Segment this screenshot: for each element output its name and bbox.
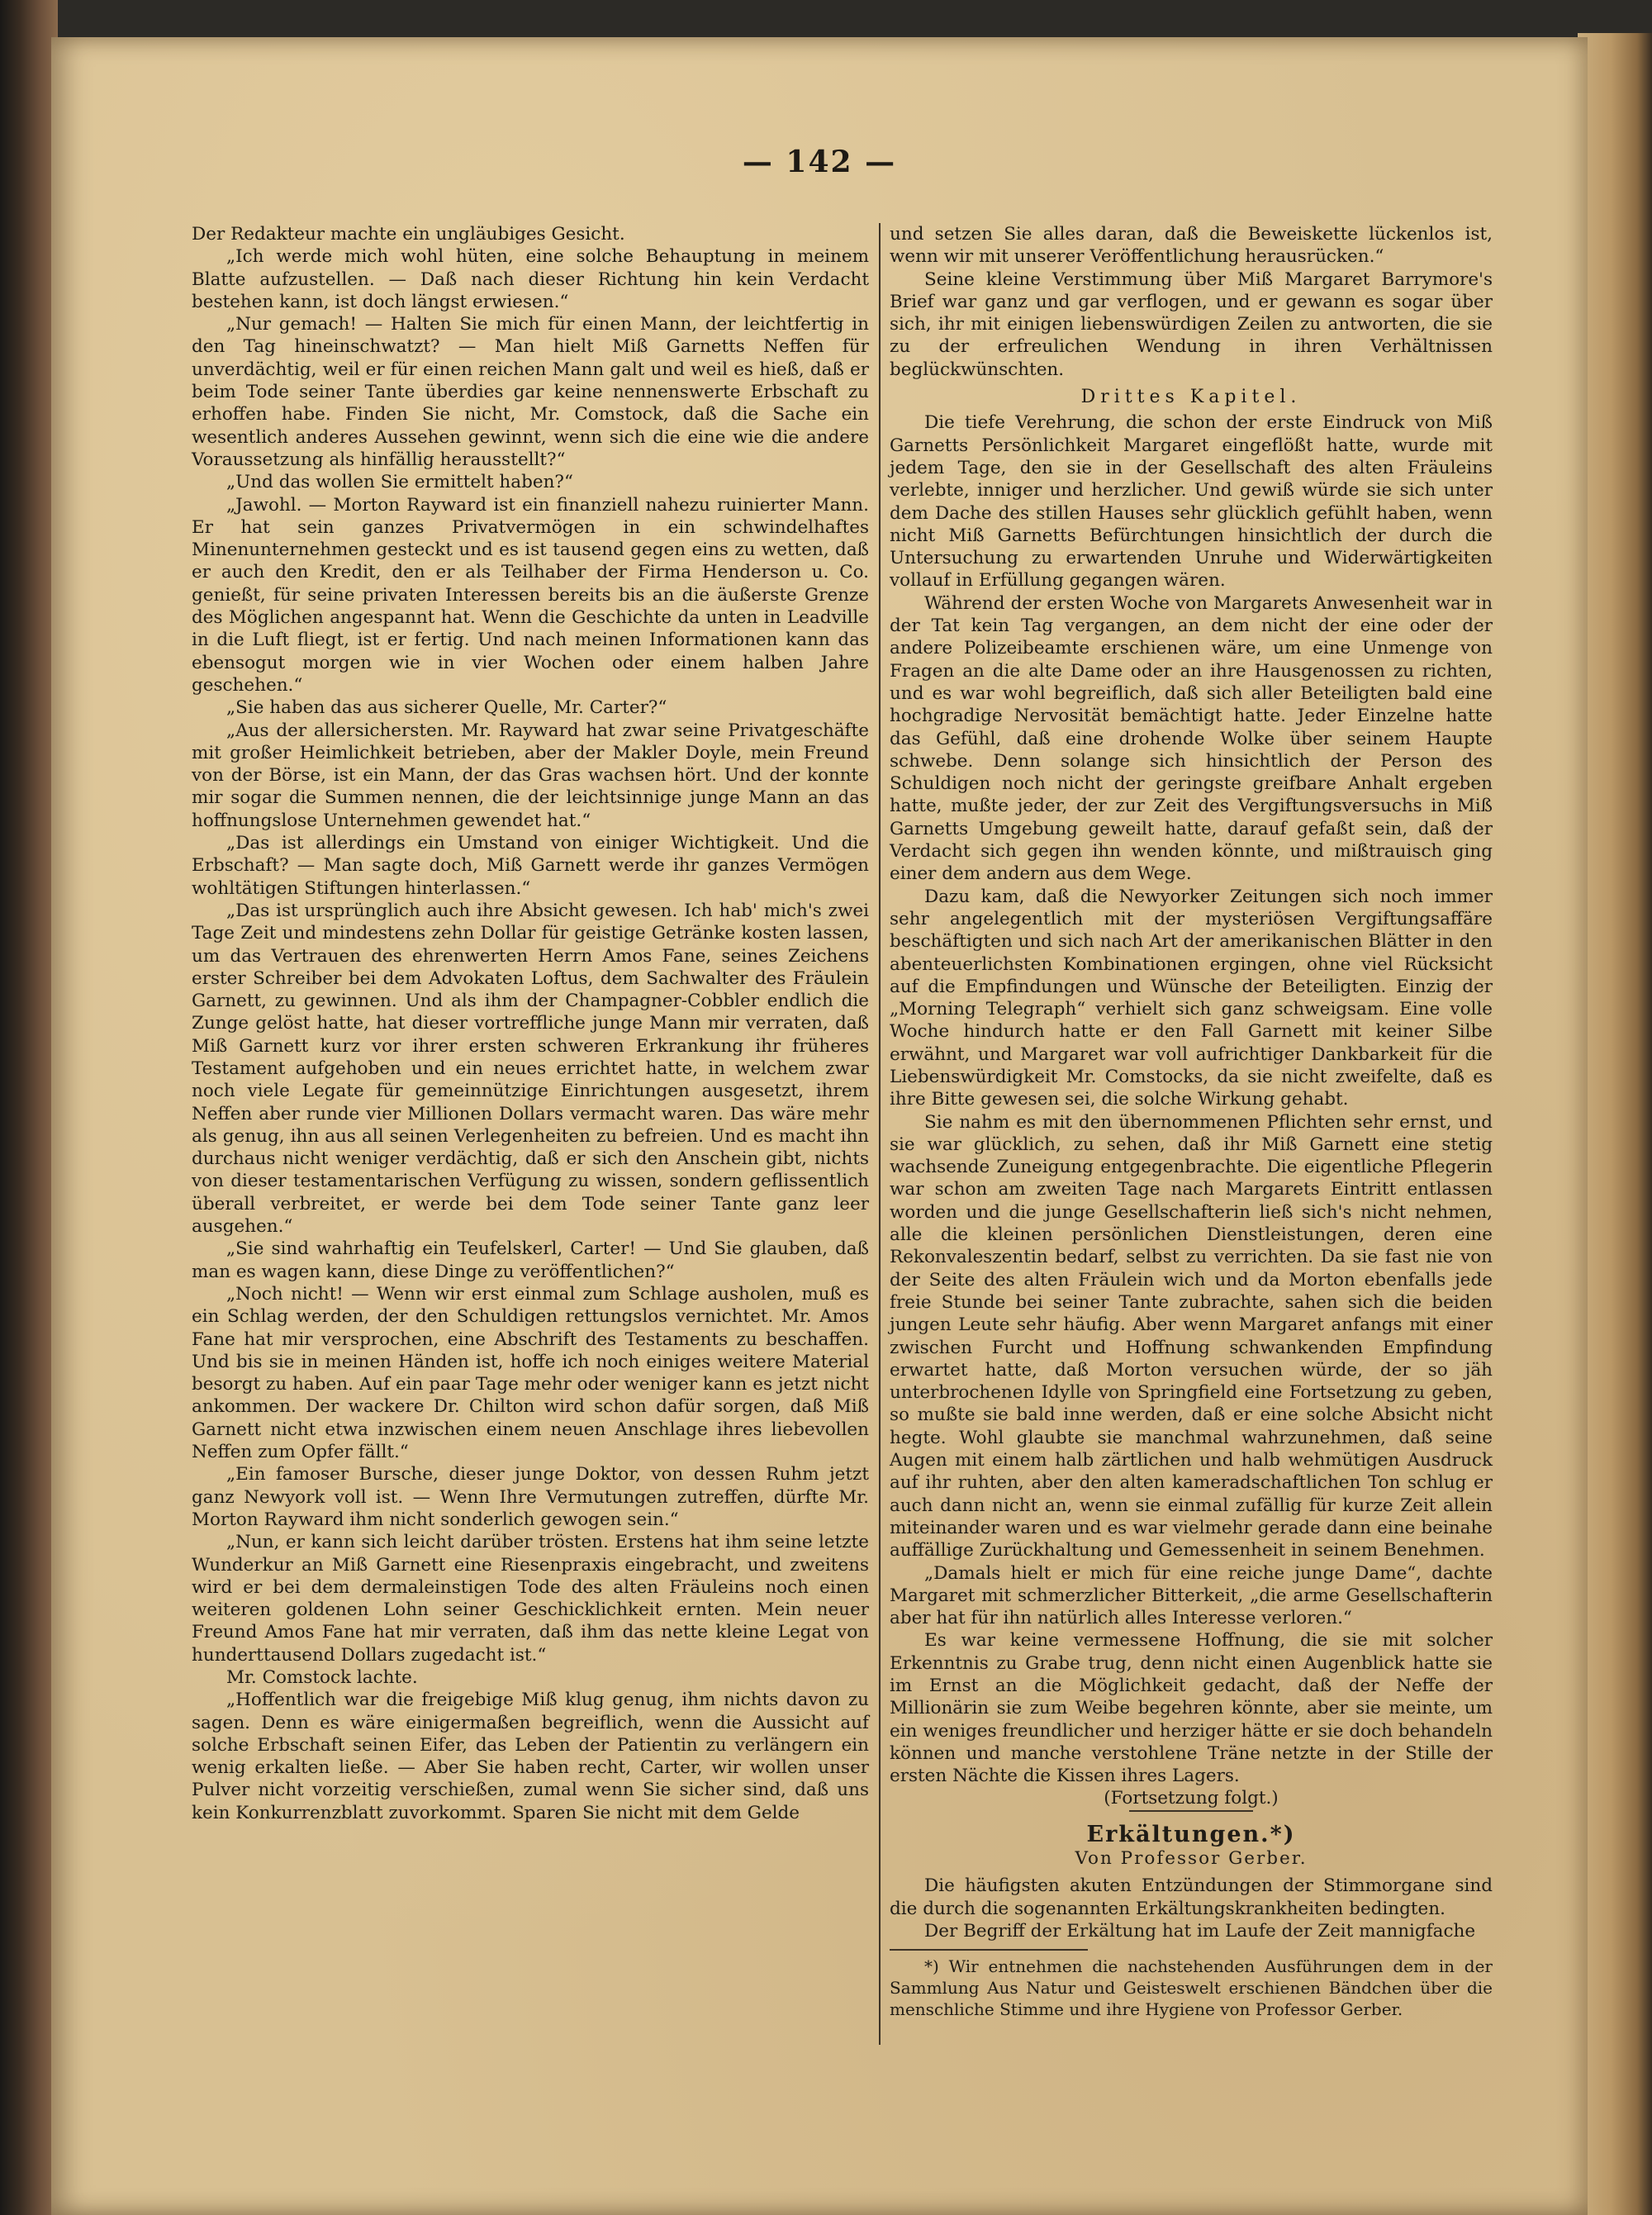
paragraph: „Aus der allersichersten. Mr. Rayward hat zwar seine Privatgeschäfte mit großer Heimlichkeit betrieben, aber der Makler Doyle, mein Freund von der Börse, ist ein Mann, der das Gras wachsen hört. Und der konnte mir sogar die Summen nennen, die der leichtsinnige junge Mann an das hoffnungslose Unternehmen gewendet hat.“ bbox=[192, 720, 869, 831]
column-divider bbox=[879, 223, 881, 2045]
paragraph: „Das ist allerdings ein Umstand von einiger Wichtigkeit. Und die Erbschaft? — Man sagte doch, Miß Garnett werde ihr ganzes Vermögen wohltätigen Stiftungen hinterlassen.“ bbox=[192, 833, 869, 899]
page-number: — 142 — bbox=[742, 145, 897, 179]
paragraph: „Nur gemach! — Halten Sie mich für einen Mann, der leichtfertig in den Tag hineinschwatzt? — Man hielt Miß Garnetts Neffen für unverdächtig, weil er für einen reichen Mann galt und weil es hieß, daß er beim Tode seiner Tante überdies gar keine nennenswerte Erbschaft zu erhoffen habe. Finden Sie nicht, Mr. Comstock, daß die Sache ein wesentlich anderes Aussehen gewinnt, wenn sich die eine wie die andere Voraussetzung als hinfällig herausstellt?“ bbox=[192, 314, 869, 470]
paragraph: „Nun, er kann sich leicht darüber trösten. Erstens hat ihm seine letzte Wunderkur an Miß Garnett eine Riesenpraxis eingebracht, und zweitens wird er bei dem dermaleinstigen Tode des alten Fräuleins noch einen weiteren goldenen Lohn seiner Geschicklichkeit ernten. Mein neuer Freund Amos Fane hat mir verraten, daß ihm das nette kleine Legat von hunderttausend Dollars zugedacht ist.“ bbox=[192, 1532, 869, 1666]
chapter-heading: Drittes Kapitel. bbox=[1080, 387, 1302, 408]
page-edge bbox=[1578, 33, 1652, 2215]
paragraph: „Ein famoser Bursche, dieser junge Doktor, von dessen Ruhm jetzt ganz Newyork voll ist. — Wenn Ihre Vermutungen zutreffen, dürfte Mr. Morton Rayward ihm nicht sonderlich gewogen sein.“ bbox=[192, 1464, 869, 1530]
paragraph: Die häufigsten akuten Entzündungen der Stimmorgane sind die durch die sogenannten Erkältungskrankheiten bedingten. bbox=[890, 1875, 1493, 1919]
paragraph: Sie nahm es mit den übernommenen Pflichten sehr ernst, und sie war glücklich, zu sehen, daß ihr Miß Garnett eine stetig wachsende Zuneigung entgegenbrachte. Die eigentliche Pflegerin war schon am zweiten Tage nach Margarets Eintritt entlassen worden und die junge Gesellschafterin ließ sich's nicht nehmen, alle die kleinen persönlichen Dienstleistungen, deren eine Rekonvaleszentin bedarf, selbst zu verrichten. Da sie fast nie von der Seite des alten Fräulein wich und da Morton ebenfalls jede freie Stunde bei seiner Tante zubrachte, sahen sich die beiden jungen Leute sehr häufig. Aber wenn Margaret anfangs mit einer zwischen Furcht und Hoffnung schwankenden Empfindung erwartet hatte, daß Morton versuchen würde, der so jäh unterbrochenen Idylle von Springfield eine Fortsetzung zu geben, so mußte sie bald inne werden, daß er eine solche Absicht nicht hegte. Wohl glaubte sie manchmal wahrzunehmen, daß seine Augen mit einem halb zärtlichen und halb wehmütigen Ausdruck auf ihr ruhten, aber den alten kameradschaftlichen Ton schlug er auch dann nicht an, wenn sie einmal zufällig für kurze Zeit allein miteinander waren und es war vielmehr gerade dann eine beinahe auffällige Zurückhaltung und Gemessenheit in seinem Benehmen. bbox=[890, 1111, 1493, 1561]
paragraph: Der Redakteur machte ein ungläubiges Gesicht. bbox=[192, 224, 625, 245]
paragraph: „Hoffentlich war die freigebige Miß klug genug, ihm nichts davon zu sagen. Denn es wäre einigermaßen begreiflich, wenn die Aussicht auf solche Erbschaft seinen Eifer, das Leben der Patientin zu verlängern ein wenig erkalten ließe. — Aber Sie haben recht, Carter, wir wollen unser Pulver nicht vorzeitig verschießen, zumal wenn Sie sicher sind, daß uns kein Konkurrenzblatt zuvorkommt. Sparen Sie nicht mit dem Gelde bbox=[192, 1690, 869, 1823]
footnote: *) Wir entnehmen die nachstehenden Ausführungen dem in der Sammlung Aus Natur und Geisteswelt erschienen Bändchen über die menschliche Stimme und ihre Hygiene von Professor Gerber. bbox=[890, 1956, 1493, 2020]
book-spine bbox=[0, 0, 58, 2215]
paragraph: „Das ist ursprünglich auch ihre Absicht gewesen. Ich hab' mich's zwei Tage Zeit und mindestens zehn Dollar für geistige Getränke kosten lassen, um das Vertrauen des ehrenwerten Herrn Amos Fane, seines Zeichens erster Schreiber bei dem Advokaten Loftus, dem Sachwalter des Fräulein Garnett, zu gewinnen. Und als ihm der Champagner-Cobbler endlich die Zunge gelöst hatte, hat dieser vortreffliche junge Mann mir verraten, daß Miß Garnett kurz vor ihrer ersten schweren Erkrankung ihr früheres Testament aufgehoben und ein neues errichtet hatte, in welchem zwar noch viele Legate für gemeinnützige Einrichtungen ausgesetzt, ihrem Neffen aber runde vier Millionen Dollars vermacht waren. Das wäre mehr als genug, ihn aus all seinen Verlegenheiten zu befreien. Und es macht ihn durchaus nicht weniger verdächtig, daß er sich den Anschein gibt, nichts von dieser testamentarischen Verfügung zu wissen, sondern geflissentlich überall verbreitet, er werde bei dem Tode seiner Tante ganz leer ausgehen.“ bbox=[192, 900, 869, 1238]
continued-note: (Fortsetzung folgt.) bbox=[1104, 1788, 1279, 1809]
left-column bbox=[192, 223, 869, 1824]
paragraph: und setzen Sie alles daran, daß die Beweiskette lückenlos ist, wenn wir mit unserer Veröffentlichung herausrücken.“ bbox=[890, 224, 1493, 268]
section-divider bbox=[1129, 1810, 1253, 1812]
paragraph: Der Begriff der Erkältung hat im Laufe der Zeit mannigfache bbox=[924, 1920, 1476, 1942]
paragraph: „Noch nicht! — Wenn wir erst einmal zum Schlage ausholen, muß es ein Schlag werden, der den Schuldigen rettungslos vernichtet. Mr. Amos Fane hat mir versprochen, eine Abschrift des Testaments zu beschaffen. Und bis sie in meinen Händen ist, hoffe ich noch einiges weitere Material besorgt zu haben. Auf ein paar Tage mehr oder weniger kann es jetzt nicht ankommen. Der wackere Dr. Chilton wird schon dafür sorgen, daß Miß Garnett nicht etwa inzwischen einem neuen Anschlage ihres liebevollen Neffen zum Opfer fällt.“ bbox=[192, 1283, 869, 1463]
paragraph: Während der ersten Woche von Margarets Anwesenheit war in der Tat kein Tag vergangen, an dem nicht der eine oder der andere Polizeibeamte erschienen wäre, um eine Unmenge von Fragen an die alte Dame oder an ihre Hausgenossen zu richten, und es war wohl begreiflich, daß sich aller Beteiligten bald eine hochgradige Nervosität bemächtigt hatte. Jeder Einzelne hatte das Gefühl, daß eine drohende Wolke über seinem Haupte schwebe. Denn solange sich hinsichtlich der Person des Schuldigen noch nicht der geringste greifbare Anhalt ergeben hatte, mußte jeder, der zur Zeit des Vergiftungsversuchs in Miß Garnetts Umgebung geweilt hatte, darauf gefaßt sein, daß der Verdacht sich gegen ihn wenden könnte, und mißtrauisch ging einer dem andern aus dem Wege. bbox=[890, 592, 1493, 885]
right-column bbox=[890, 223, 1493, 2020]
paragraph: Seine kleine Verstimmung über Miß Margaret Barrymore's Brief war ganz und gar verflogen, und er gewann es sogar über sich, ihr mit einigen liebenswürdigen Zeilen zu antworten, die sie zu der erfreulichen Wendung in ihren Verhältnissen beglückwünschten. bbox=[890, 269, 1493, 380]
paragraph: „Und das wollen Sie ermittelt haben?“ bbox=[226, 472, 573, 493]
paragraph: „Sie sind wahrhaftig ein Teufelskerl, Carter! — Und Sie glauben, daß man es wagen kann, diese Dinge zu veröffentlichen?“ bbox=[192, 1238, 869, 1282]
newspaper-page bbox=[51, 37, 1588, 2215]
paragraph: „Jawohl. — Morton Rayward ist ein finanziell nahezu ruinierter Mann. Er hat sein ganzes Privatvermögen in ein schwindelhaftes Minenunternehmen gesteckt und es ist tausend gegen eins zu wetten, daß er auch den Kredit, den er als Teilhaber der Firma Henderson u. Co. genießt, für seine privaten Interessen bereits bis an die äußerste Grenze des Möglichen angespannt hat. Wenn die Geschichte da unten in Leadville in die Luft fliegt, ist er fertig. Und nach meinen Informationen kann das ebensogut morgen wie in vier Wochen oder einem halben Jahre geschehen.“ bbox=[192, 494, 869, 696]
paragraph: Es war keine vermessene Hoffnung, die sie mit solcher Erkenntnis zu Grabe trug, denn nicht einen Augenblick hatte sie im Ernst an die Möglichkeit gedacht, daß der Neffe der Millionärin sie zum Weibe begehren könnte, aber sie meinte, um ein weniges freundlicher und herziger hätte er sie doch behandeln können und manche verstohlene Träne netzte in der Stille der ersten Nächte die Kissen ihres Lagers. bbox=[890, 1630, 1493, 1787]
footnote-divider bbox=[890, 1949, 1088, 1951]
paragraph: Mr. Comstock lachte. bbox=[226, 1667, 418, 1688]
paragraph: „Sie haben das aus sicherer Quelle, Mr. Carter?“ bbox=[226, 697, 667, 719]
paragraph: Die tiefe Verehrung, die schon der erste Eindruck von Miß Garnetts Persönlichkeit Margaret eingeflößt hatte, wurde mit jedem Tage, den sie in der Gesellschaft des alten Fräuleins verlebte, inniger und herzlicher. Und gewiß würde sie sich unter dem Dache des stillen Hauses sehr glücklich gefühlt haben, wenn nicht Miß Garnetts Befürchtungen hinsichtlich der durch die Untersuchung zu erwartenden Unruhe und Widerwärtigkeiten vollauf in Erfüllung gegangen wären. bbox=[890, 412, 1493, 592]
paragraph: Dazu kam, daß die Newyorker Zeitungen sich noch immer sehr angelegentlich mit der mysteriösen Vergiftungsaffäre beschäftigten und sich nach Art der amerikanischen Blätter in den abenteuerlichsten Kombinationen ergingen, ohne viel Rücksicht auf die Empfindungen und Wünsche der Beteiligten. Einzig der „Morning Telegraph“ verhielt sich ganz schweigsam. Eine volle Woche hindurch hatte er den Fall Garnett mit keiner Silbe erwähnt, und Margaret war voll aufrichtiger Dankbarkeit für die Liebenswürdigkeit Mr. Comstocks, da sie nicht zweifelte, daß es ihre Bitte gewesen sei, die solche Wirkung gehabt. bbox=[890, 886, 1493, 1110]
article-title: Erkältungen.*) bbox=[1086, 1821, 1296, 1847]
article-author: Von Professor Gerber. bbox=[1075, 1848, 1308, 1870]
paragraph: „Ich werde mich wohl hüten, eine solche Behauptung in meinem Blatte aufzustellen. — Daß nach dieser Richtung hin kein Verdacht bestehen kann, ist doch längst erwiesen.“ bbox=[192, 246, 869, 312]
paragraph: „Damals hielt er mich für eine reiche junge Dame“, dachte Margaret mit schmerzlicher Bitterkeit, „die arme Gesellschafterin aber hat für ihn natürlich alles Interesse verloren.“ bbox=[890, 1562, 1493, 1629]
